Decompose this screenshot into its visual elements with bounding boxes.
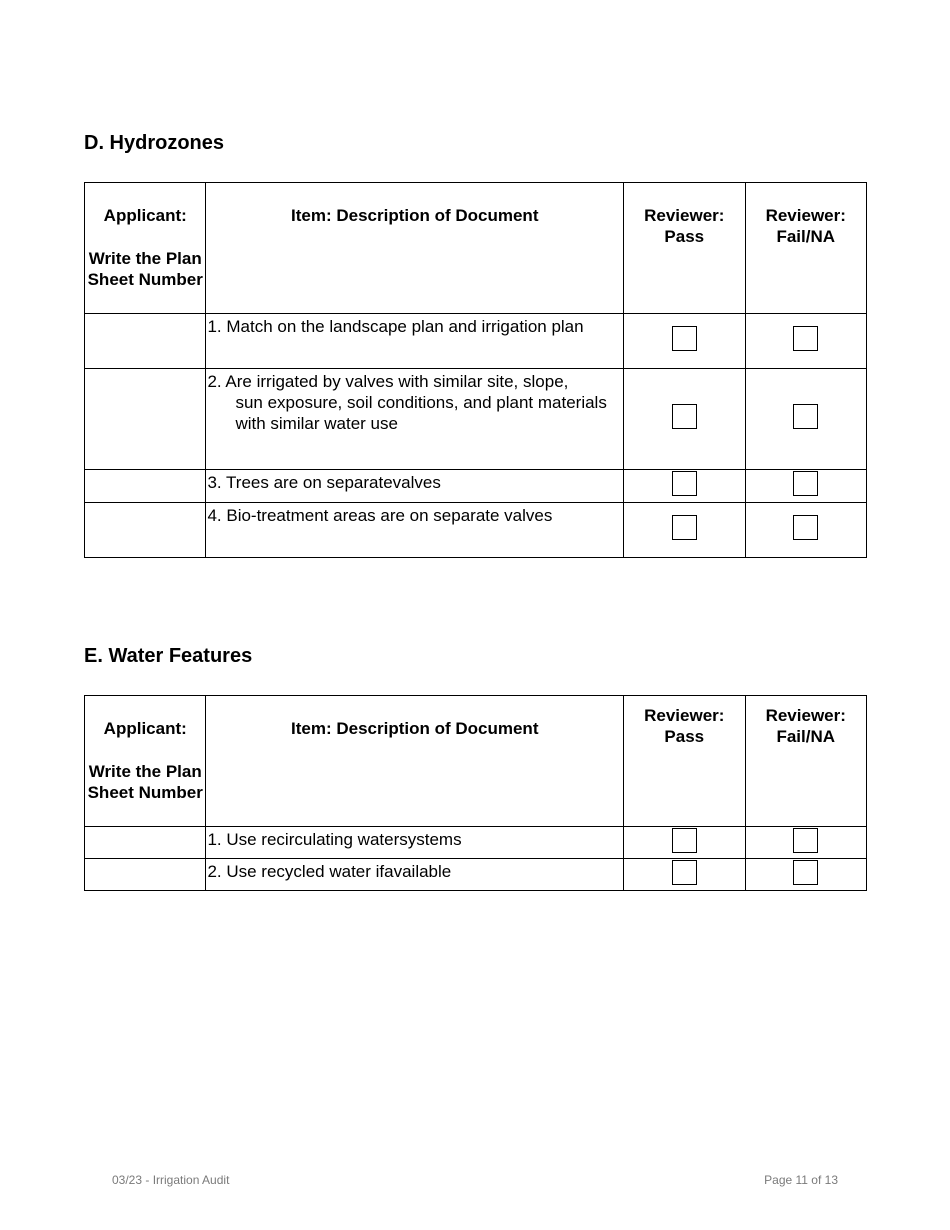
plan-sheet-number-label: Write the Plan Sheet Number <box>87 249 203 289</box>
plan-sheet-number-cell[interactable] <box>85 859 206 891</box>
applicant-header <box>85 183 206 314</box>
pass-checkbox[interactable] <box>672 515 697 540</box>
footer-document-label: 03/23 - Irrigation Audit <box>112 1173 230 1187</box>
item-description: 1. Use recirculating watersystems <box>206 827 624 859</box>
water-features-table <box>84 695 867 891</box>
fail-cell <box>745 369 867 470</box>
pass-checkbox[interactable] <box>672 326 697 351</box>
item-header: Item: Description of Document <box>206 183 624 314</box>
fail-cell <box>745 314 867 369</box>
table-row <box>85 859 867 891</box>
fail-cell <box>745 827 867 859</box>
fail-cell <box>745 470 867 503</box>
item-description: 3. Trees are on separatevalves <box>206 470 624 503</box>
section-title-water-features: E. Water Features <box>84 645 253 667</box>
fail-cell <box>745 503 867 558</box>
item-description: 1. Match on the landscape plan and irrigation plan <box>206 314 624 369</box>
reviewer-fail-header: Reviewer: Fail/NA <box>745 183 867 314</box>
pass-cell <box>624 314 745 369</box>
pass-checkbox[interactable] <box>672 828 697 853</box>
item-description: 4. Bio-treatment areas are on separate valves <box>206 503 624 558</box>
table-row <box>85 369 867 470</box>
applicant-header <box>85 696 206 827</box>
pass-checkbox[interactable] <box>672 404 697 429</box>
item-description: 2. Are irrigated by valves with similar site, slope, sun exposure, soil conditions, and plant materials with similar water use <box>206 369 624 470</box>
table-header-row <box>85 696 867 827</box>
plan-sheet-number-cell[interactable] <box>85 314 206 369</box>
fail-cell <box>745 859 867 891</box>
table-row <box>85 503 867 558</box>
table-header-row <box>85 183 867 314</box>
pass-cell <box>624 369 745 470</box>
pass-cell <box>624 470 745 503</box>
pass-cell <box>624 827 745 859</box>
footer-page-number: Page 11 of 13 <box>764 1173 838 1187</box>
pass-cell <box>624 859 745 891</box>
plan-sheet-number-cell[interactable] <box>85 470 206 503</box>
fail-checkbox[interactable] <box>793 326 818 351</box>
applicant-label: Applicant: <box>103 719 187 738</box>
plan-sheet-number-cell[interactable] <box>85 369 206 470</box>
applicant-label: Applicant: <box>103 206 187 225</box>
table-row <box>85 470 867 503</box>
fail-checkbox[interactable] <box>793 860 818 885</box>
pass-checkbox[interactable] <box>672 471 697 496</box>
reviewer-pass-header: Reviewer: Pass <box>624 183 745 314</box>
fail-checkbox[interactable] <box>793 515 818 540</box>
plan-sheet-number-cell[interactable] <box>85 503 206 558</box>
item-header: Item: Description of Document <box>206 696 624 827</box>
reviewer-fail-header: Reviewer: Fail/NA <box>745 696 867 827</box>
section-title-hydrozones: D. Hydrozones <box>84 132 225 154</box>
plan-sheet-number-cell[interactable] <box>85 827 206 859</box>
table-row <box>85 827 867 859</box>
fail-checkbox[interactable] <box>793 404 818 429</box>
reviewer-pass-header: Reviewer: Pass <box>624 696 745 827</box>
hydrozones-table <box>84 182 867 558</box>
pass-cell <box>624 503 745 558</box>
fail-checkbox[interactable] <box>793 471 818 496</box>
fail-checkbox[interactable] <box>793 828 818 853</box>
item-description: 2. Use recycled water ifavailable <box>206 859 624 891</box>
pass-checkbox[interactable] <box>672 860 697 885</box>
plan-sheet-number-label: Write the Plan Sheet Number <box>87 762 203 802</box>
table-row <box>85 314 867 369</box>
